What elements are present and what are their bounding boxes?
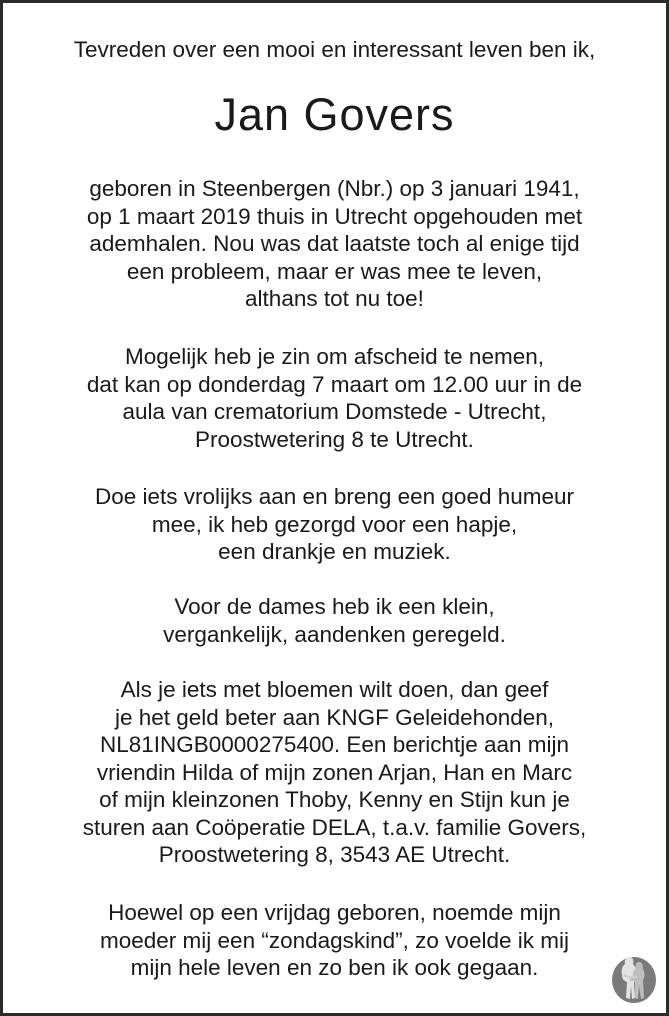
text-line: je het geld beter aan KNGF Geleidehonden, [114,704,555,730]
text-line: moeder mij een “zondagskind”, zo voelde ik mij [100,927,569,953]
paragraph-birth-death [3,175,666,313]
paragraph-farewell-details [3,343,666,453]
text-line: Doe iets vrolijks aan en breng een goed humeur [94,484,575,509]
paragraph-ladies-keepsake [3,593,666,648]
text-line: aula van crematorium Domstede - Utrecht, [122,399,547,424]
deceased-name: Jan Govers [214,89,455,140]
paragraph-dress-code [3,483,666,566]
text-line: Hoewel op een vrijdag geboren, noemde mijn [108,900,561,925]
text-line: sturen aan Coöperatie DELA, t.a.v. familie Govers, [82,814,587,840]
text-line: althans tot nu toe! [245,286,424,311]
text-line: op 1 maart 2019 thuis in Utrecht opgehouden met [86,203,583,229]
text-line: vergankelijk, aandenken geregeld. [163,621,506,647]
text-line: Proostwetering 8 te Utrecht. [195,426,474,452]
intro-text: Tevreden over een mooi en interessant leven ben ik, [73,37,596,62]
text-line: mee, ik heb gezorgd voor een hapje, [151,511,518,537]
text-line: Mogelijk heb je zin om afscheid te nemen, [125,344,544,369]
text-line: mijn hele leven en zo ben ik ook gegaan. [130,955,539,980]
text-line: Proostwetering 8, 3543 AE Utrecht. [158,842,511,867]
text-line: Als je iets met bloemen wilt doen, dan geef [120,677,549,702]
text-line: vriendin Hilda of mijn zonen Arjan, Han en Marc [96,759,573,785]
text-line: ademhalen. Nou was dat laatste toch al enige tijd [89,231,580,256]
paragraph-donations-contact [3,676,666,869]
text-line: of mijn kleinzonen Thoby, Kenny en Stijn kun je [99,787,570,812]
text-line: Voor de dames heb ik een klein, [174,594,495,619]
text-line: dat kan op donderdag 7 maart om 12.00 uur in de [86,371,583,397]
paragraph-sunday-child [3,899,666,982]
text-line: geboren in Steenbergen (Nbr.) op 3 januari 1941, [89,176,580,201]
dela-embrace-logo-icon [610,954,658,1004]
text-line: een probleem, maar er was mee te leven, [126,258,543,284]
text-line: een drankje en muziek. [218,539,451,564]
text-line: NL81INGB0000275400. Een berichtje aan mijn [99,732,570,757]
